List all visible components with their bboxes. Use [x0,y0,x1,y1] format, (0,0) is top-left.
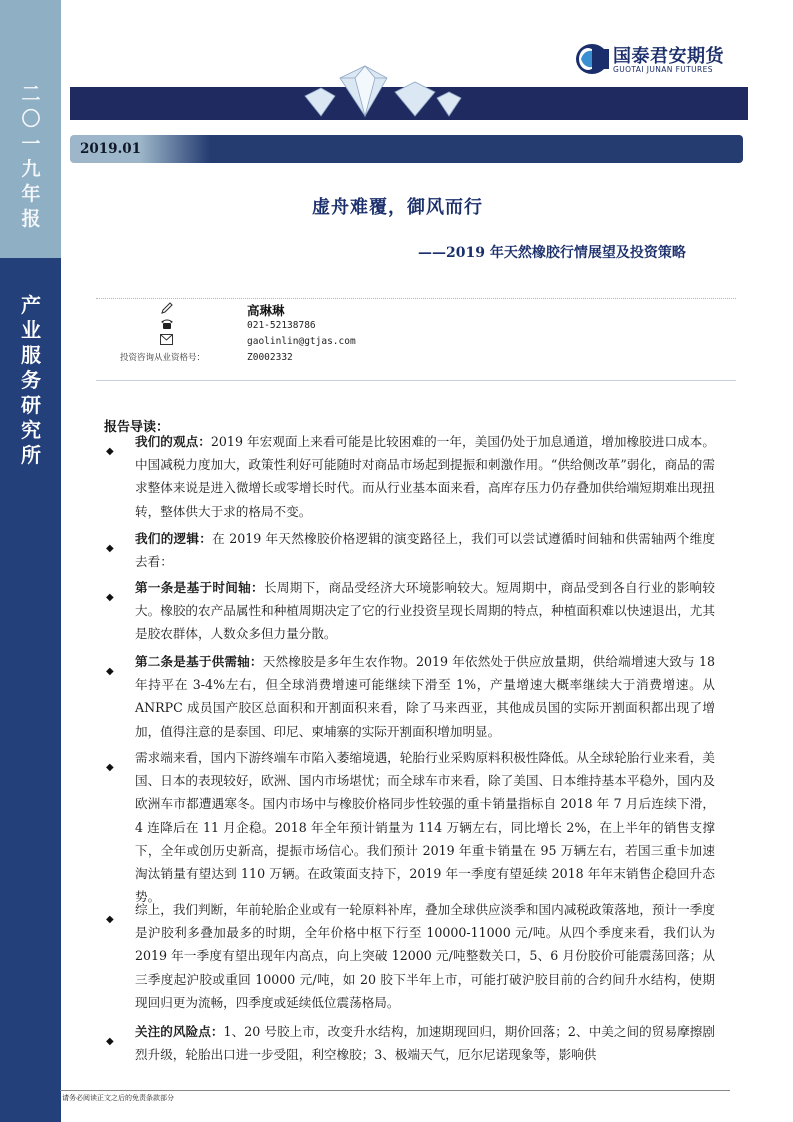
company-logo-icon [575,43,609,75]
guide-heading: 报告导读： [104,420,170,435]
diamond-bullet-icon: ◆ [106,914,114,925]
company-name-cn: 国泰君安期货 [613,46,724,67]
pen-icon [160,301,174,315]
paragraph-view: 我们的观点：2019 年宏观面上来看可能是比较困难的一年，美国仍处于加息通道，增加橡胶进口成本。中国减税力度加大，政策性利好可能随时对商品市场起到提振和刺激作用。“供给侧改革”弱化，商品的需求整体来说是进入微增长或零增长时代。而从行业基本面来看，高库存压力仍存叠加供给端短期难出现扭转，整体供大于求的格局不变。 [135,434,715,519]
paragraph-supply-demand: 第二条是基于供需轴：天然橡胶是多年生农作物。2019 年依然处于供应放量期，供给端增速大致与 18 年持平在 3-4%左右，但全球消费增速可能继续下滑至 1%，产量增速大概率继续大于消费增速。从 ANRPC 成员国产胶区总面积和开割面积来看，除了马来西亚，其他成员国的实际开割面积都出现了增加，值得注意的是泰国、印尼、柬埔寨的实际开割面积增加明显。 [135,654,715,739]
diamond-bullet-icon: ◆ [106,446,114,457]
author-email[interactable]: gaolinlin@gtjas.com [247,336,356,347]
paragraph-logic: 我们的逻辑：在 2019 年天然橡胶价格逻辑的演变路径上，我们可以尝试遵循时间轴和供需轴两个维度去看： [135,531,716,570]
phone-icon [160,318,174,330]
diamond-gems-icon [295,58,465,120]
diamond-bullet-icon: ◆ [106,762,114,773]
paragraph-demand: 需求端来看，国内下游终端车市陷入萎缩境遇，轮胎行业采购原料积极性降低。从全球轮胎行业来看，美国、日本的表现较好，欧洲、国内市场堪忧；而全球车市来看，除了美国、日本维持基本平稳外，国内及欧洲车市都遭遇寒冬。国内市场中与橡胶价格同步性较强的重卡销量指标自 2018 年 7 月后连续下滑，4 连降后在 11 月企稳。2018 年全年预计销量为 114 万辆左右，同比增长 2%，在上半年的销售支撑下，全年或创历史新高，提振市场信心。我们预计 2019 年重卡销量在 95 万辆左右，若国三重卡加速淘汰销量有望达到 110 万辆。在政策面支持下，2019 年一季度有望延续 2018 年年末销售企稳回升态势。 [135,750,715,905]
report-subtitle: ——2019 年天然橡胶行情展望及投资策略 [418,245,686,261]
divider-top [96,298,736,299]
date-bar [70,135,743,163]
diamond-bullet-icon: ◆ [106,1036,114,1047]
paragraph-risks: 关注的风险点：1、20 号胶上市，改变升水结构，加速期现回归，期价回落；2、中美之间的贸易摩擦剧烈升级，轮胎出口进一步受阻，利空橡胶；3、极端天气，厄尔尼诺现象等，影响供 [135,1024,715,1063]
qualification-label: 投资咨询从业资格号： [120,353,206,363]
diamond-bullet-icon: ◆ [106,592,114,603]
paragraph-summary: 综上，我们判断，年前轮胎企业或有一轮原料补库，叠加全球供应淡季和国内减税政策落地，预计一季度是沪胶利多叠加最多的时期，全年价格中枢下行至 10000-11000 元/吨。从四个季度来看，我们认为 2019 年一季度有望出现年内高点，向上突破 12000 元/吨整数关口，5、6 月份胶价可能震荡回落；从三季度起沪胶或重回 10000 元/吨，如 20 胶下半年上市，可能打破沪胶目前的合约间升水结构，使期现回归更为流畅，四季度或延续低位震荡格局。 [135,902,715,1010]
divider-bottom [96,380,736,381]
author-name: 高琳琳 [247,303,285,318]
diamond-bullet-icon: ◆ [106,543,114,554]
report-title: 虚舟难覆，御风而行 [312,197,483,218]
company-name-en: GUOTAI JUNAN FUTURES [613,65,713,74]
diamond-bullet-icon: ◆ [106,666,114,677]
paragraph-time-axis: 第一条是基于时间轴：长周期下，商品受经济大环境影响较大。短周期中，商品受到各自行业的影响较大。橡胶的农产品属性和种植周期决定了它的行业投资呈现长周期的特点，种植面积难以快速退出，尤其是胶农群体，人数众多但力量分散。 [135,580,716,642]
qualification-number: Z0002332 [247,352,293,363]
footer-divider [60,1090,730,1091]
department-vertical: 产 业 服 务 研 究 所 [21,293,41,467]
footer-disclaimer: 请务必阅读正文之后的免责条款部分 [62,1094,174,1102]
author-phone: 021-52138786 [247,320,316,331]
report-year-vertical: 二 〇 一 九 年 报 [21,83,41,230]
mail-icon [160,334,173,345]
report-date: 2019.01 [80,141,142,157]
